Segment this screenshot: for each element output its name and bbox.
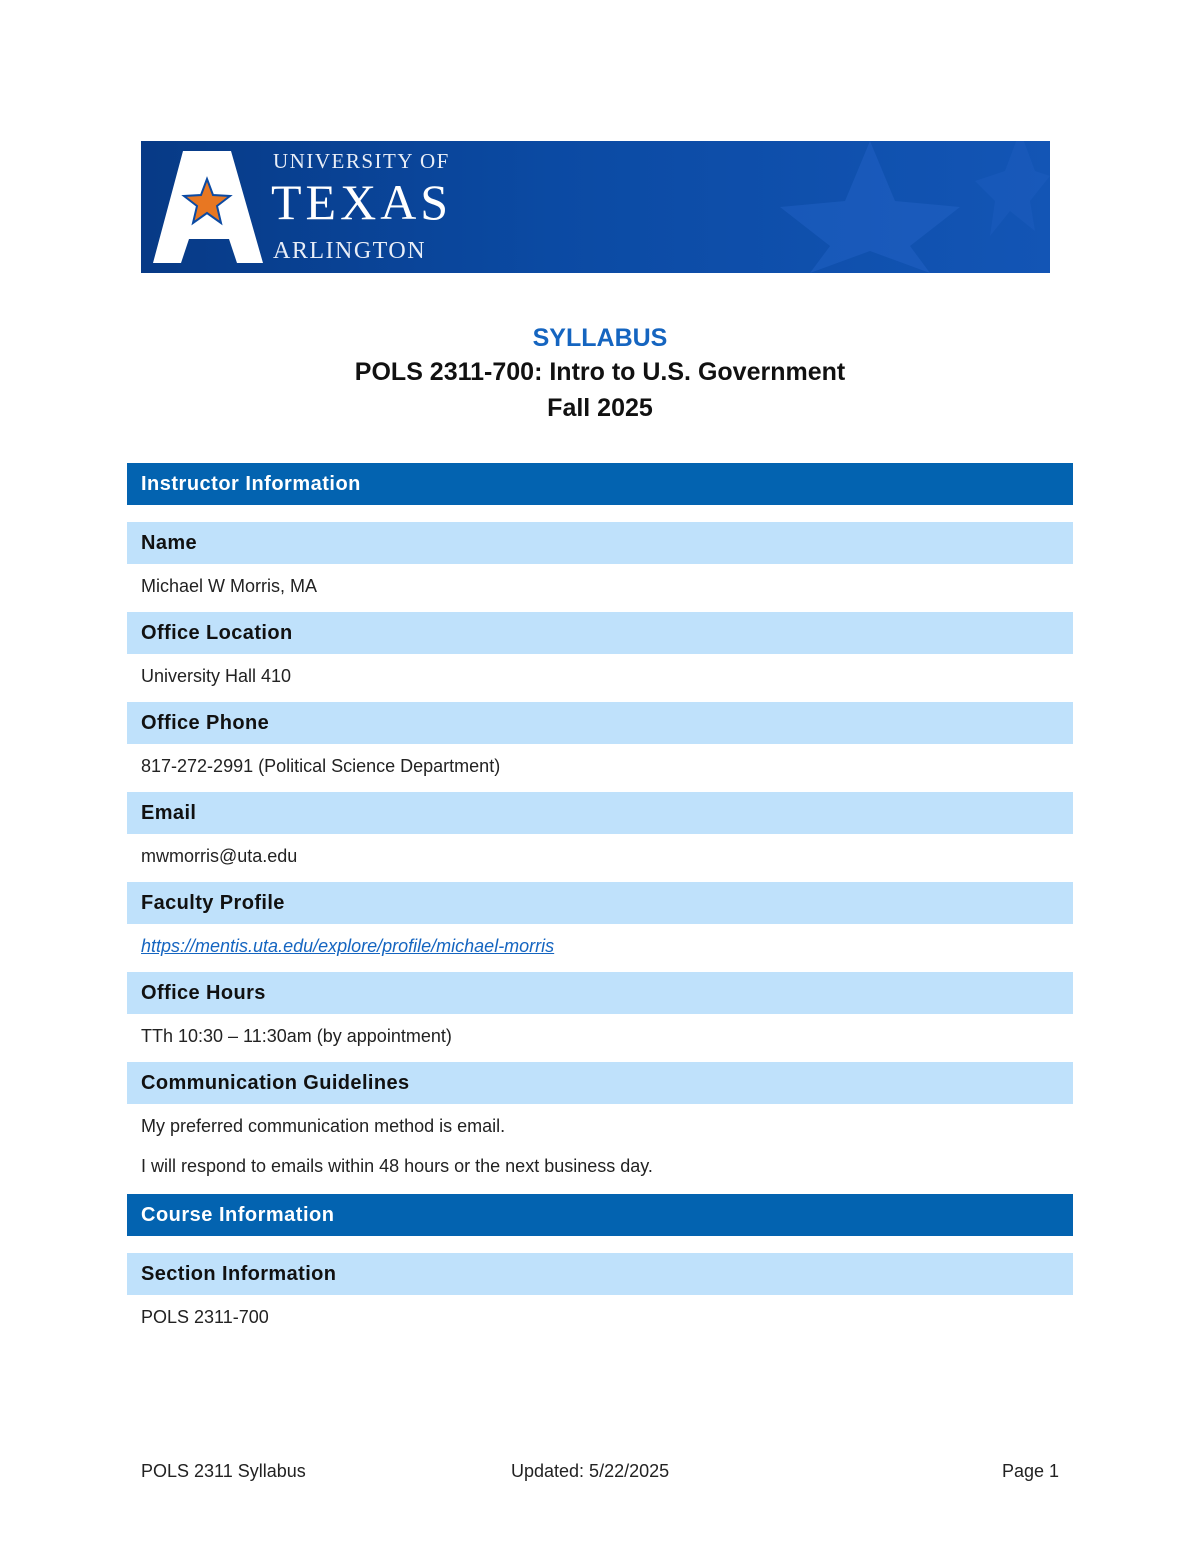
section-information-label: Section Information [127,1253,1073,1295]
communication-line-2: I will respond to emails within 48 hours or the next business day. [141,1156,653,1176]
faculty-profile-label: Faculty Profile [127,882,1073,924]
course-title: POLS 2311-700: Intro to U.S. Government [354,358,846,386]
communication-line-1: My preferred communication method is email. [141,1116,506,1136]
footer-page-number: Page 1 [1001,1461,1059,1481]
university-banner [141,141,1050,273]
banner-arlington: ARLINGTON [273,238,427,264]
term-title: Fall 2025 [547,394,653,422]
footer-left: POLS 2311 Syllabus [141,1461,306,1481]
section-information-value: POLS 2311-700 [141,1307,269,1327]
syllabus-heading: SYLLABUS [532,324,668,352]
email-value: mwmorris@uta.edu [141,846,298,866]
banner-texas: TEXAS [271,174,453,230]
course-section-header: Course Information [127,1194,1073,1236]
office-hours-value: TTh 10:30 – 11:30am (by appointment) [141,1026,452,1046]
communication-guidelines-value [127,1104,1073,1194]
syllabus-content [127,463,1073,1343]
banner-university-of: UNIVERSITY OF [273,149,450,173]
faculty-profile-value [127,924,1073,972]
name-label: Name [127,522,1073,564]
faculty-profile-link[interactable]: https://mentis.uta.edu/explore/profile/michael-morris [141,936,555,956]
uta-a-logo-icon [153,151,263,263]
name-value: Michael W Morris, MA [141,576,318,596]
communication-guidelines-label: Communication Guidelines [127,1062,1073,1104]
footer-updated: Updated: 5/22/2025 [511,1461,670,1481]
instructor-section-header: Instructor Information [127,463,1073,505]
document-title [0,322,1200,426]
office-location-value: University Hall 410 [141,666,292,686]
office-phone-value: 817-272-2991 (Political Science Department) [141,756,501,776]
office-location-label: Office Location [127,612,1073,654]
office-phone-label: Office Phone [127,702,1073,744]
star-watermark-icon [690,141,1050,273]
email-label: Email [127,792,1073,834]
office-hours-label: Office Hours [127,972,1073,1014]
